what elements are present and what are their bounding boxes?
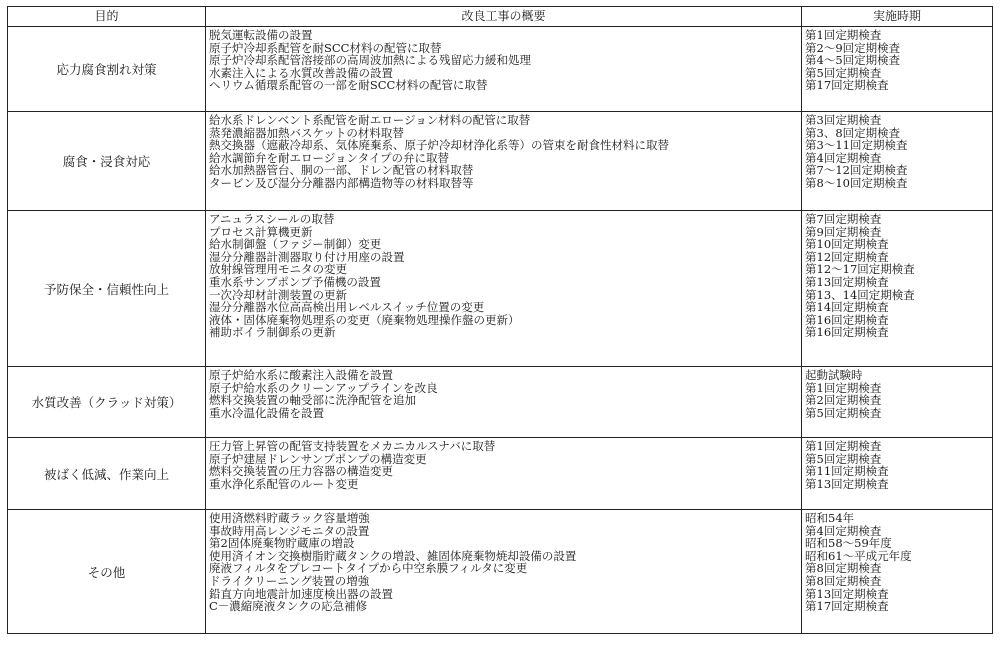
overview-cell [206, 211, 802, 367]
timing-item: 昭和58～59年度 [805, 536, 892, 551]
timing-item: 起動試験時 [805, 368, 863, 382]
improvement-table-wrapper [7, 6, 992, 634]
timing-item: 第7回定期検査 [805, 212, 882, 226]
timing-item: 第13、14回定期検査 [805, 287, 915, 302]
table-row [8, 510, 993, 634]
header-purpose: 目的 [8, 7, 206, 27]
timing-cell [802, 367, 993, 438]
timing-item: 第9回定期検査 [805, 224, 882, 239]
timing-item: 第11回定期検査 [805, 464, 889, 479]
timing-item: 第5回定期検査 [805, 65, 882, 80]
header-timing: 実施時期 [802, 7, 993, 27]
timing-cell [802, 211, 993, 367]
timing-item: 第3～11回定期検査 [805, 138, 908, 153]
overview-cell [206, 510, 802, 634]
overview-item: タービン及び湿分分離器内部構造物等の材料取替等 [209, 175, 474, 190]
overview-item: 蒸発濃縮器加熱バスケットの材料取替 [209, 125, 404, 140]
overview-item: 一次冷却材計測装置の更新 [209, 287, 347, 302]
overview-item: 給水加熱器管台、胴の一部、ドレン配管の材料取替 [209, 163, 474, 178]
timing-item: 第17回定期検査 [805, 78, 889, 93]
purpose-cell: 応力腐食割れ対策 [8, 27, 206, 112]
purpose-cell: 予防保全・信頼性向上 [8, 211, 206, 367]
timing-item: 第4～5回定期検査 [805, 53, 901, 68]
table-row [8, 367, 993, 438]
table-row [8, 112, 993, 211]
overview-item: 重水冷温化設備を設置 [209, 405, 324, 420]
overview-item: 圧力管上昇管の配管支持装置をメカニカルスナバに取替 [209, 439, 496, 453]
timing-item: 第2回定期検査 [805, 393, 882, 408]
timing-item: 第3回定期検査 [805, 113, 882, 127]
timing-item: 第8回定期検査 [805, 561, 882, 576]
timing-item: 第16回定期検査 [805, 325, 889, 340]
timing-item: 第8～10回定期検査 [805, 175, 908, 190]
overview-item: 放射線管理用モニタの変更 [209, 262, 347, 277]
overview-item: 廃液フィルタをプレコートタイプから中空糸膜フィルタに変更 [209, 561, 528, 576]
overview-item: 事故時用高レンジモニタの設置 [209, 523, 370, 538]
overview-item: 湿分分離器水位高高検出用レベルスイッチ位置の変更 [209, 300, 485, 315]
timing-cell [802, 27, 993, 112]
purpose-cell: 被ばく低減、作業向上 [8, 438, 206, 510]
timing-item: 第3、8回定期検査 [805, 125, 901, 140]
improvement-table [7, 6, 993, 634]
timing-cell [802, 510, 993, 634]
overview-item: アニュラスシールの取替 [209, 212, 335, 226]
timing-cell [802, 112, 993, 211]
overview-item: 液体・固体廃棄物処理系の変更（廃棄物処理操作盤の更新） [209, 312, 520, 327]
timing-item: 第14回定期検査 [805, 300, 889, 315]
overview-item: 原子炉冷却系配管溶接部の高周波加熱による残留応力緩和処理 [209, 53, 531, 68]
overview-item: 給水制御盤（ファジー制御）変更 [209, 237, 382, 252]
overview-item: 燃料交換装置の軸受部に洗浄配管を追加 [209, 393, 416, 408]
overview-item: ヘリウム循環系配管の一部を耐SCC材料の配管に取替 [209, 78, 488, 93]
timing-item: 第16回定期検査 [805, 312, 889, 327]
overview-item: 原子炉建屋ドレンサンプポンプの構造変更 [209, 451, 427, 466]
overview-item: 給水系ドレンベント系配管を耐エロージョン材料の配管に取替 [209, 113, 531, 127]
overview-item: 補助ボイラ制御系の更新 [209, 325, 336, 340]
timing-item: 第5回定期検査 [805, 405, 882, 420]
timing-item: 昭和54年 [805, 511, 855, 525]
table-header-row [8, 7, 993, 27]
overview-item: 第2固体廃棄物貯蔵庫の増設 [209, 536, 355, 551]
timing-item: 第5回定期検査 [805, 451, 882, 466]
table-row [8, 211, 993, 367]
table-row [8, 27, 993, 112]
overview-item: 鉛直方向地震計加速度検出器の設置 [209, 586, 393, 601]
timing-item: 第2～9回定期検査 [805, 40, 901, 55]
overview-item: 原子炉給水系に酸素注入設備を設置 [209, 368, 393, 382]
timing-item: 第13回定期検査 [805, 586, 889, 601]
overview-item: 使用済イオン交換樹脂貯蔵タンクの増設、雑固体廃棄物焼却設備の設置 [209, 548, 577, 563]
overview-item: 燃料交換装置の圧力容器の構造変更 [209, 464, 393, 479]
overview-item: 水素注入による水質改善設備の設置 [209, 65, 393, 80]
timing-item: 第17回定期検査 [805, 599, 889, 614]
overview-item: 熱交換器（遮蔽冷却系、気体廃棄系、原子炉冷却材浄化系等）の管束を耐食性材料に取替 [209, 138, 669, 153]
overview-item: 重水浄化系配管のルート変更 [209, 476, 359, 491]
overview-cell [206, 367, 802, 438]
purpose-cell: 水質改善（クラッド対策） [8, 367, 206, 438]
timing-item: 第13回定期検査 [805, 476, 889, 491]
timing-item: 第13回定期検査 [805, 274, 889, 289]
table-row [8, 438, 993, 510]
timing-item: 第4回定期検査 [805, 150, 882, 165]
timing-item: 第12回定期検査 [805, 249, 889, 264]
overview-item: 湿分分離器計測器取り付け用座の設置 [209, 249, 405, 264]
timing-item: 第12～17回定期検査 [805, 262, 915, 277]
overview-item: プロセス計算機更新 [209, 224, 313, 239]
purpose-cell: 腐食・浸食対応 [8, 112, 206, 211]
overview-item: 脱気運転設備の設置 [209, 28, 313, 42]
overview-item: 原子炉冷却系配管を耐SCC材料の配管に取替 [209, 40, 442, 55]
overview-cell [206, 438, 802, 510]
timing-item: 第4回定期検査 [805, 523, 882, 538]
timing-item: 昭和61～平成元年度 [805, 548, 912, 563]
overview-cell [206, 27, 802, 112]
overview-item: ドライクリーニング装置の増強 [209, 573, 370, 588]
overview-item: C－濃縮廃液タンクの応急補修 [209, 599, 368, 614]
overview-item: 原子炉給水系のクリーンアップラインを改良 [209, 380, 438, 395]
timing-cell [802, 438, 993, 510]
overview-item: 使用済燃料貯蔵ラック容量増強 [209, 511, 370, 525]
timing-item: 第1回定期検査 [805, 380, 882, 395]
purpose-cell: その他 [8, 510, 206, 634]
timing-item: 第1回定期検査 [805, 439, 882, 453]
timing-item: 第7～12回定期検査 [805, 163, 908, 178]
overview-cell [206, 112, 802, 211]
overview-item: 重水系サンプポンプ予備機の設置 [209, 274, 381, 289]
header-overview: 改良工事の概要 [206, 7, 802, 27]
overview-item: 給水調節弁を耐エロージョンタイプの弁に取替 [209, 150, 450, 165]
timing-item: 第1回定期検査 [805, 28, 882, 42]
timing-item: 第10回定期検査 [805, 237, 889, 252]
timing-item: 第8回定期検査 [805, 573, 882, 588]
